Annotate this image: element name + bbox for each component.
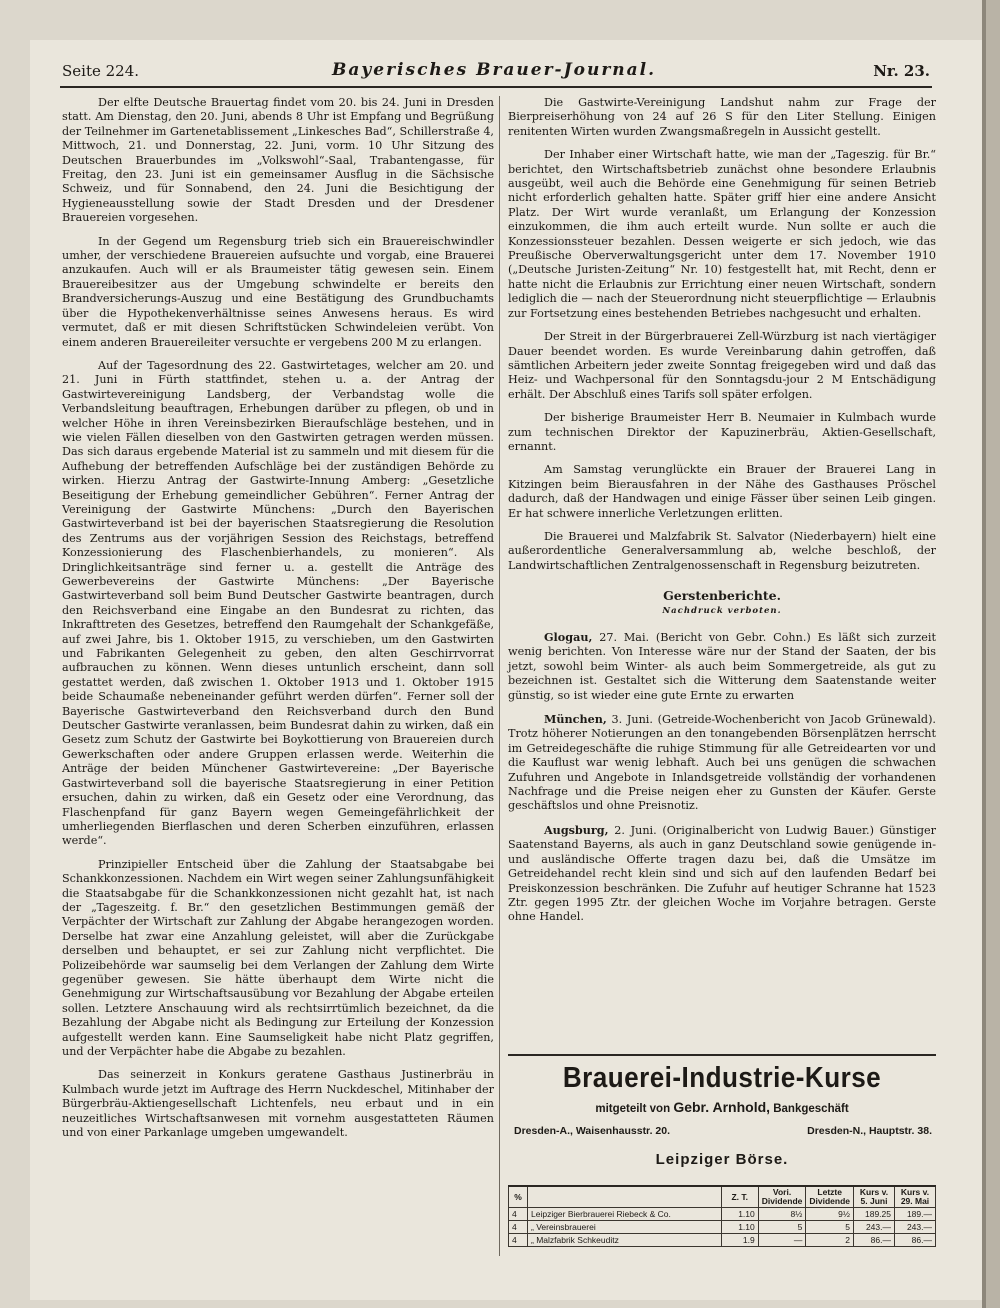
cell: 8½ <box>758 1208 806 1221</box>
report-text: 2. Juni. (Originalbericht von Ludwig Bauer.) Günstiger Saatenstand Bayerns, als auch in ganz Deutschland sowie genügende in- und ausländische Offerte tragen dazu bei, daß die Umsätze im Getreidehandel recht klein sind und sich auf den laufenden Bedarf bei Preiskonzession beschränken. Die Zufuhr auf heutiger Schranne hat 1523 Ztr. gegen 1995 Ztr. der gleichen Woche im Vorjahre betragen. Gerste ohne Handel. <box>508 823 936 924</box>
report-glogau <box>508 630 936 703</box>
cell: 1.10 <box>721 1208 758 1221</box>
page-number: Seite 224. <box>62 62 140 80</box>
article-brauertag: Der elfte Deutsche Brauertag findet vom 20. bis 24. Juni in Dresden statt. Am Dienstag, den 20. Juni, abends 8 Uhr ist Empfang und Begrüßung der Teilnehmer im Gartenetablissement „Linkesches Bad“, Schillerstraße 4, Mittwoch, 21. und Donnerstag, 22. Juni, vorm. 10 Uhr Sitzung des Deutschen Brauerbundes im „Volkswohl“-Saal, Trabantengasse, für Freitag, den 23. Juni ist ein gemeinsamer Ausflug in die Sächsische Schweiz, und für Sonnabend, den 24. Juni die Besichtigung der Hygieneausstellung sowie der Stadt Dresden und der Dresdener Brauereien vorgesehen. <box>62 96 494 225</box>
cell: 4 <box>509 1208 528 1221</box>
cell: Leipziger Bierbrauerei Riebeck & Co. <box>528 1208 722 1221</box>
cell: 86.— <box>854 1234 895 1247</box>
cell: 86.— <box>895 1234 936 1247</box>
ad-by-pre: mitgeteilt von <box>595 1103 671 1115</box>
article-gastwirtetag: Auf der Tagesordnung des 22. Gastwirtetages, welcher am 20. und 21. Juni in Fürth stattfindet, stehen u. a. der Antrag der Gastwirtevereinigung Landsberg, der Verbandstag wolle die Verbandsleitung beauftragen, Erhebungen darüber zu pflegen, ob und in welcher Höhe in ihren Vereinsbezirken Bieraufschläge bestehen, und in wie vielen Fällen dieselben von den Gastwirten getragen werden müssen. Das sich daraus ergebende Material ist zu sammeln und mit diesem für die Aufhebung der betreffenden Aufschläge bei der zuständigen Behörde zu wirken. Hierzu Antrag der Gastwirte-Innung Amberg: „Gesetzliche Beseitigung der Erhebung gemeindlicher Gebühren“. Ferner Antrag der Vereinigung der Gastwirte Münchens: „Durch den Bayerischen Gastwirteverband ist bei der bayerischen Staatsregierung die Resolution des Zentrums aus der vorjährigen Session des Reichstags, betreffend Konzessionierung des Flaschenbierhandels, zu monieren“. Als Dringlichkeitsanträge sind ferner u. a. gestellt die Anträge des Gewerbevereins der Gastwirte Münchens: „Der Bayerische Gastwirteverband soll beim Bund Deutscher Gastwirte beantragen, durch den Reichsverband eine Eingabe an den Bundesrat zu richten, das Inkrafttreten des Gesetzes, betreffend den Raumgehalt der Schankgefäße, auf zwei Jahre, bis 1. Oktober 1915, zu verschieben, um den Gastwirten und Fabrikanten Gelegenheit zu geben, den alten Geschirrvorrat aufbrauchen zu können. Wenn dieses untunlich erscheint, dann soll gestattet werden, daß zwischen 1. Oktober 1913 und 1. Oktober 1915 beide Schaumaße nebeneinander geführt werden dürfen“. Ferner soll der Bayerische Gastwirteverband den Reichsverband durch den Bund Deutscher Gastwirte veranlassen, beim Bundesrat dahin zu wirken, daß ein Gesetz zum Schutz der Gastwirte bei Boykottierung von Brauereien durch Gewerkschaften oder andere Gruppen erlassen werde. Weiterhin die Anträge der beiden Münchener Gastwirtevereine: „Der Bayerische Gastwirteverband soll die bayerische Staatsregierung in einer Petition ersuchen, dahin zu wirken, daß ein Gesetz oder eine Verordnung, das Flaschenpfand für ganz Bayern wegen Gemeingefährlichkeit der umherliegenden Bierflaschen und deren Scherben einzuführen, erlassen werde“. <box>62 358 494 848</box>
report-augsburg <box>508 823 936 925</box>
cell: 5 <box>806 1221 854 1234</box>
ad-by-name: Gebr. Arnhold, <box>673 1099 771 1115</box>
ad-top-rule <box>508 1054 936 1056</box>
article-zell-wuerzburg: Der Streit in der Bürgerbrauerei Zell-Würzburg ist nach viertägiger Dauer beendet worden. Es wurde Vereinbarung dahin getroffen, daß sämtlichen Arbeitern jeder zweite Sonntag freigegeben wird und daß das Heiz- und Wachpersonal für den Sonntagsdu-jour 2 M Entschädigung erhält. Der Abschluß eines Tarifs soll später erfolgen. <box>508 330 936 401</box>
left-column <box>62 96 494 1149</box>
col-vori: Vori. Dividende <box>758 1186 806 1208</box>
ad-by-post: Bankgeschäft <box>773 1103 849 1115</box>
cell: 9½ <box>806 1208 854 1221</box>
cell: 4 <box>509 1221 528 1234</box>
article-schwindler: In der Gegend um Regensburg trieb sich ein Brauereischwindler umher, der verschiedene Brauereien aufsuchte und vorgab, eine Brauerei anzukaufen. Auch will er als Braumeister tätig gewesen sein. Einem Brauereibesitzer aus der Umgebung schwindelte er bereits den Brandversicherungs-Auszug und eine Bestätigung des Grundbuchamts über die Hypothekenverhältnisse seines Anwesens heraus. Es wird vermutet, daß er mit diesen Schriftstücken Schwindeleien verübt. Von einem anderen Brauereileiter versuchte er vergebens 200 M zu erlangen. <box>62 234 494 349</box>
report-text: 27. Mai. (Bericht von Gebr. Cohn.) Es läßt sich zurzeit wenig berichten. Von Interesse wäre nur der Stand der Saaten, der bis jetzt, sowohl beim Winter- als auch beim Sommergetreide, als gut zu bezeichnen ist. Gestaltet sich die Witterung dem Saatenstande weiter günstig, so ist wieder eine gute Ernte zu erwarten <box>508 631 936 702</box>
cell: 243.— <box>854 1221 895 1234</box>
kurse-advert <box>508 1062 936 1168</box>
cell: — <box>758 1234 806 1247</box>
cell: 5 <box>758 1221 806 1234</box>
ad-exchange: Leipziger Börse. <box>655 1151 789 1168</box>
cell: 189.25 <box>854 1208 895 1221</box>
article-st-salvator: Die Brauerei und Malzfabrik St. Salvator (Niederbayern) hielt eine außerordentliche Generalversammlung ab, welche beschloß, der Landwirtschaftlichen Zentralgenossenschaft in Regensburg beizutreten. <box>508 529 936 572</box>
ad-byline <box>508 1099 936 1115</box>
table-header-row <box>509 1186 936 1208</box>
cell: 2 <box>806 1234 854 1247</box>
cell: 1.10 <box>721 1221 758 1234</box>
table-row <box>509 1208 936 1221</box>
reports-subheading: Nachdruck verboten. <box>662 605 782 616</box>
page-edge <box>986 0 1000 1308</box>
page-header <box>62 62 930 84</box>
cell: 243.— <box>895 1221 936 1234</box>
col-name <box>528 1186 722 1208</box>
report-place: Glogau, <box>544 630 593 644</box>
cell: „ Vereinsbrauerei <box>528 1221 722 1234</box>
page-edge-shadow <box>982 0 986 1308</box>
article-kitzingen: Am Samstag verunglückte ein Brauer der Brauerei Lang in Kitzingen beim Bierausfahren in der Nähe des Gasthauses Pröschel dadurch, daß der Handwagen und einige Fässer über seinen Leib gingen. Er hat schwere innerliche Verletzungen erlitten. <box>508 463 936 520</box>
cell: 189.— <box>895 1208 936 1221</box>
article-justinerbraeu: Das seinerzeit in Konkurs geratene Gasthaus Justinerbräu in Kulmbach wurde jetzt im Auftrage des Herrn Nuckdeschel, Mitinhaber der Bürgerbräu-Aktiengesellschaft Lichtenfels, neu erbaut und in ein neuzeitliches Wirtschaftsanwesen mit vornehm ausgestatteten Räumen und von einer Parkanlage umgeben umgewandelt. <box>62 1068 494 1140</box>
table-row <box>509 1234 936 1247</box>
col-kurs-29: Kurs v. 29. Mai <box>895 1186 936 1208</box>
ad-addresses <box>508 1125 936 1141</box>
col-percent: % <box>509 1186 528 1208</box>
cell: „ Malzfabrik Schkeuditz <box>528 1234 722 1247</box>
reports-heading: Gerstenberichte. <box>663 588 781 604</box>
col-kurs-5: Kurs v. 5. Juni <box>854 1186 895 1208</box>
journal-title: Bayerisches Brauer-Journal. <box>332 60 657 80</box>
price-table <box>508 1185 936 1247</box>
report-place: München, <box>544 712 607 727</box>
col-zt: Z. T. <box>721 1186 758 1208</box>
article-landshut: Die Gastwirte-Vereinigung Landshut nahm zur Frage der Bierpreiserhöhung von 24 auf 26 S für den Liter Stellung. Einigen renitenten Wirten wurden Zwangsmaßregeln in Aussicht gestellt. <box>508 96 936 138</box>
report-muenchen <box>508 712 936 814</box>
article-staatsabgabe: Prinzipieller Entscheid über die Zahlung der Staatsabgabe bei Schankkonzessionen. Nachdem ein Wirt wegen seiner Zahlungsunfähigkeit die Staatsabgabe für die Schankkonzessionen nicht gezahlt hat, ist nach der „Tageszeitg. f. Br.“ den gesetzlichen Bestimmungen gemäß der Verpächter der Wirtschaft zur Zahlung der Abgabe herangezogen worden. Derselbe hat zwar eine Anzahlung geleistet, will aber die Zurückgabe derselben und behauptet, er sei zur Zahlung nicht verpflichtet. Die Polizeibehörde war saumselig bei dem Verlangen der Zahlung dem Wirte gegenüber gewesen. Sie hätte überhaupt dem Wirte nicht die Genehmigung zur Wirtschaftsausübung vor Bezahlung der Abgabe erteilen sollen. Letztere Anschauung wird als rechtsirrtümlich bezeichnet, da die Bezahlung der Abgabe nicht als Bedingung zur Erteilung der Konzession aufgestellt werden kann. Eine Saumseligkeit habe nicht Platz gegriffen, und der Verpächter habe die Abgabe zu bezahlen. <box>62 857 494 1058</box>
ad-title: Brauerei-Industrie-Kurse <box>562 1062 882 1094</box>
article-konzessionssteuer: Der Inhaber einer Wirtschaft hatte, wie man der „Tageszig. für Br.“ berichtet, den Wirtschaftsbetrieb zunächst ohne besondere Erlaubnis ausgeübt, weil auch die Behörde eine Genehmigung für seinen Betrieb nicht erforderlich gehalten hatte. Später griff hier eine andere Ansicht Platz. Der Wirt wurde veranlaßt, um Erlangung der Konzession einzukommen, die ihm auch erteilt wurde. Nun sollte er auch die Konzessionssteuer bezahlen. Dessen weigerte er sich jedoch, wie das Preußische Oberverwaltungsgericht unter dem 17. November 1910 („Deutsche Juristen-Zeitung“ Nr. 10) festgestellt hat, mit Recht, denn er hatte nicht die Erlaubnis zur Errichtung einer neuen Wirtschaft, sondern lediglich die — nach der Steuerordnung nicht steuerpflichtige — Erlaubnis zur Fortsetzung eines bestehenden Betriebes nachgesucht und erhalten. <box>508 148 936 320</box>
article-neumaier: Der bisherige Braumeister Herr B. Neumaier in Kulmbach wurde zum technischen Direktor der Kapuzinerbräu, Aktien-Gesellschaft, ernannt. <box>508 411 936 453</box>
report-text: 3. Juni. (Getreide-Wochenbericht von Jacob Grünewald). Trotz höherer Notierungen an den tonangebenden Börsenplätzen herrscht im Getreidegeschäfte die ruhige Stimmung für alle Getreidearten vor und die Kauflust war wenig lebhaft. Auch bei uns genügen die schwachen Zufuhren und Angebote in Inlandsgetreide vollständig der vorhandenen Nachfrage und die Preise neigen eher zu Gunsten der Käufer. Gerste geschäftslos und ohne Preisnotiz. <box>508 713 936 813</box>
issue-number: Nr. 23. <box>873 62 930 80</box>
header-rule <box>60 86 932 88</box>
col-letzte: Letzte Dividende <box>806 1186 854 1208</box>
table-row <box>509 1221 936 1234</box>
column-divider <box>499 96 500 1256</box>
report-place: Augsburg, <box>544 822 609 837</box>
cell: 1.9 <box>721 1234 758 1247</box>
cell: 4 <box>509 1234 528 1247</box>
ad-address-1: Dresden-A., Waisenhausstr. 20. <box>514 1125 670 1137</box>
right-column <box>508 96 936 934</box>
ad-address-2: Dresden-N., Hauptstr. 38. <box>807 1125 932 1137</box>
